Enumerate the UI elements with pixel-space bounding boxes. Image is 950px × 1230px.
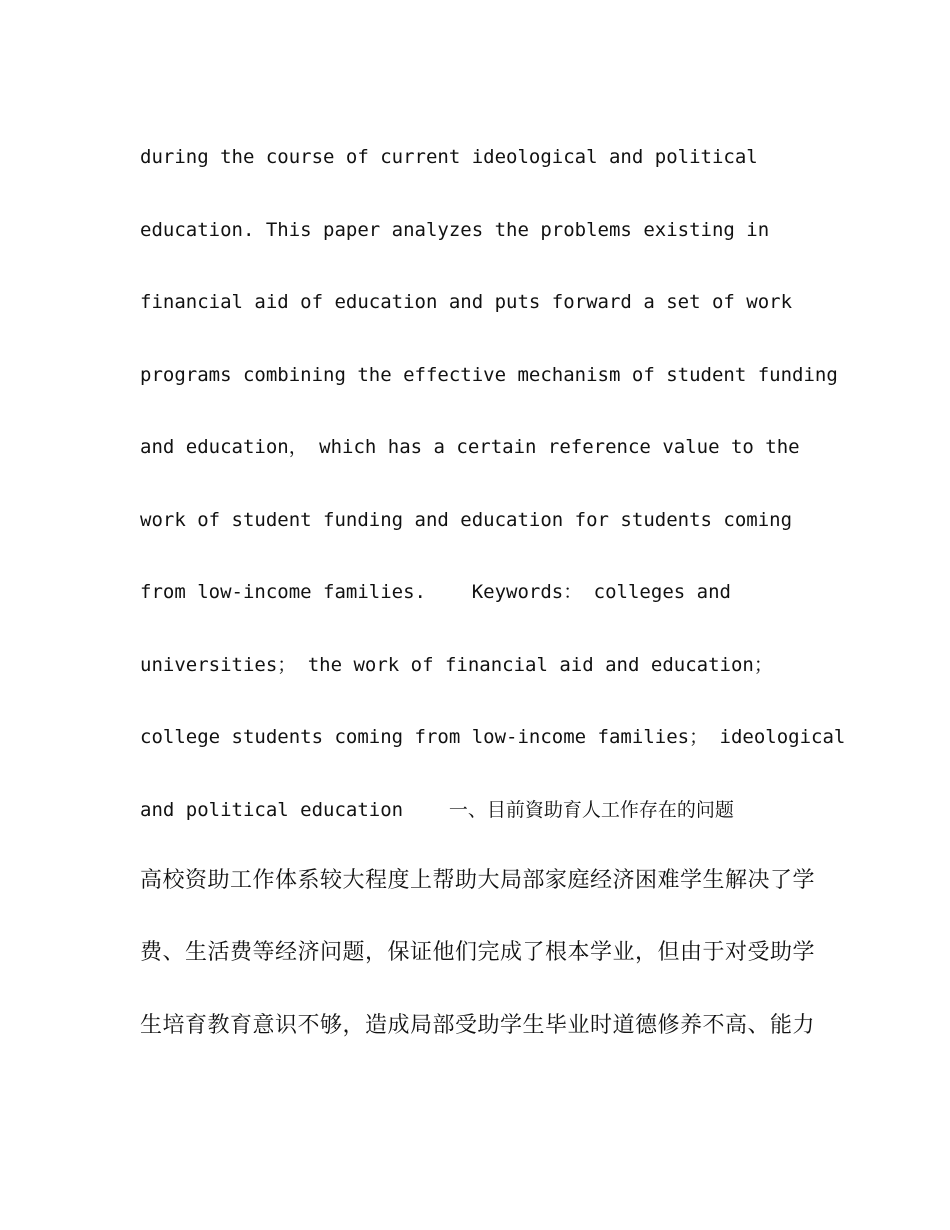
text-line-6: work of student funding and education for students coming — [140, 509, 793, 531]
text-line-5: and education， which has a certain reference value to the — [140, 436, 800, 458]
text-line-10-heading: and political education 一、目前資助育人工作存在的问题 — [140, 799, 734, 821]
text-line-3: financial aid of education and puts forward a set of work — [140, 291, 793, 313]
text-line-13: 生培育教育意识不够，造成局部受助学生毕业时道德修养不高、能力 — [140, 1013, 816, 1038]
text-line-7: from low-income families. Keywords： colleges and — [140, 581, 731, 603]
text-line-1: during the course of current ideological and political — [140, 146, 758, 168]
text-line-4: programs combining the effective mechanism of student funding — [140, 364, 838, 386]
text-line-9: college students coming from low-income families； ideological — [140, 726, 846, 748]
text-line-2: education. This paper analyzes the problems existing in — [140, 219, 770, 241]
text-line-11: 高校资助工作体系较大程度上帮助大局部家庭经济困难学生解决了学 — [140, 868, 816, 893]
text-line-12: 费、生活费等经济问题，保证他们完成了根本学业，但由于对受助学 — [140, 940, 816, 965]
text-line-8: universities； the work of financial aid and education； — [140, 654, 773, 676]
